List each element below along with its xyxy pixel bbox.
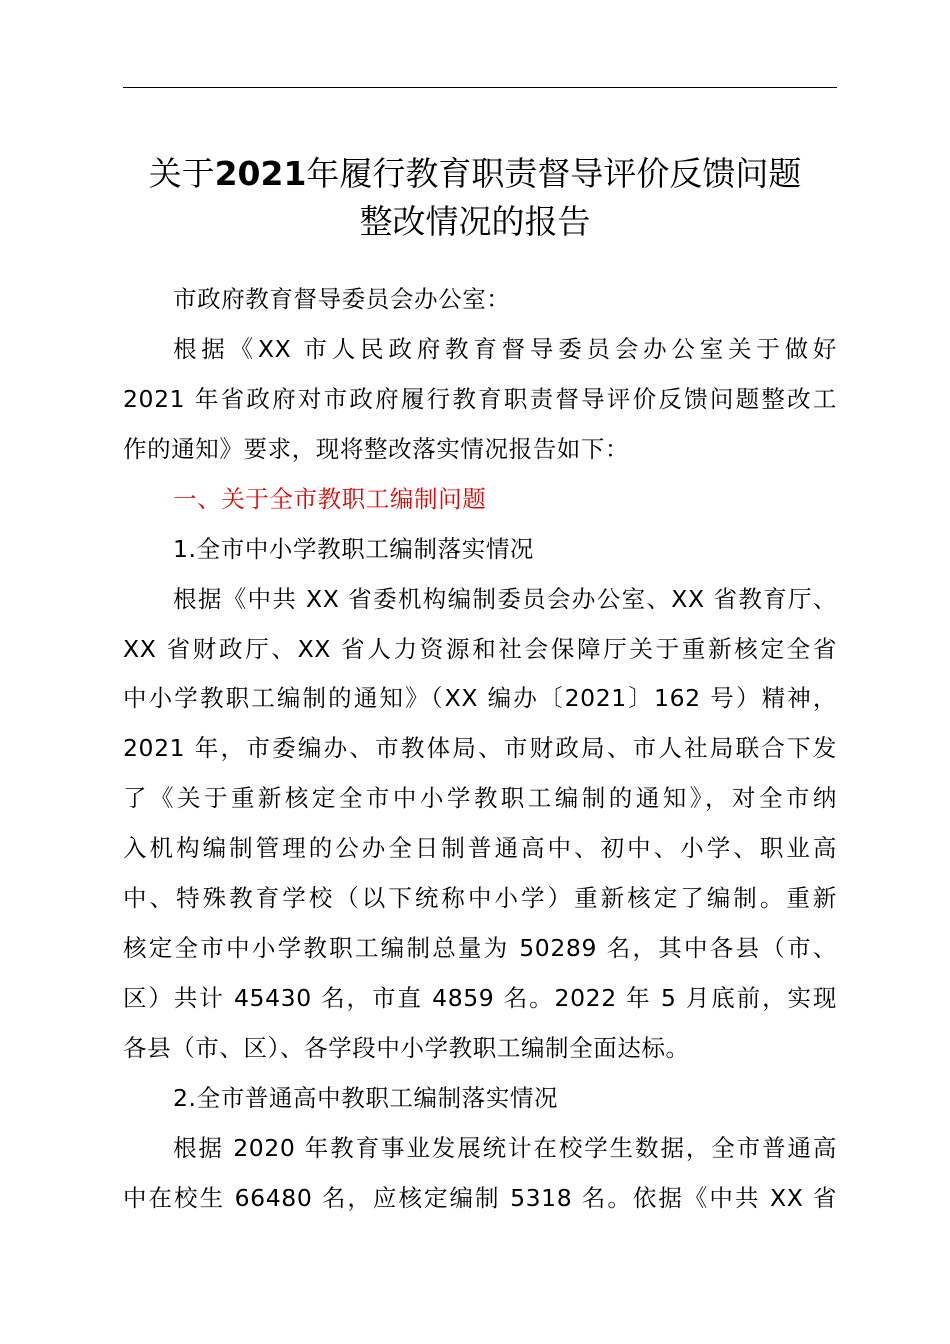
header-rule [123,87,837,88]
item-1-line-9: 区）共计 45430 名，市直 4859 名。2022 年 5 月底前，实现 [123,984,837,1012]
intro-line-3: 作的通知》要求，现将整改落实情况报告如下： [123,435,630,463]
item-1-line-7: 中、特殊教育学校（以下统称中小学）重新核定了编制。重新 [123,884,837,912]
section-1-heading: 一、关于全市教职工编制问题 [173,485,487,513]
item-1-line-3: 中小学教职工编制的通知》（XX 编办〔2021〕162 号）精神， [123,684,837,712]
item-2-heading: 2.全市普通高中教职工编制落实情况 [173,1084,559,1112]
title-year: 2021 [214,154,307,193]
intro-line-1: 根据《XX 市人民政府教育督导委员会办公室关于做好 [173,335,837,363]
item-1-line-4: 2021 年，市委编办、市教体局、市财政局、市人社局联合下发 [123,734,837,762]
document-title-line-2: 整改情况的报告 [359,202,591,241]
item-2-line-1: 根据 2020 年教育事业发展统计在校学生数据，全市普通高 [173,1134,837,1162]
item-1-line-5: 了《关于重新核定全市中小学教职工编制的通知》，对全市纳 [123,784,837,812]
item-1-line-10: 各县（市、区）、各学段中小学教职工编制全面达标。 [123,1034,690,1062]
document-title-line-1 [100,148,850,200]
title-suffix: 年履行教育职责督导评价反馈问题 [306,154,802,193]
item-1-line-2: XX 省财政厅、XX 省人力资源和社会保障厅关于重新核定全省 [123,635,837,663]
item-1-heading: 1.全市中小学教职工编制落实情况 [173,535,535,563]
addressee: 市政府教育督导委员会办公室： [173,285,511,313]
item-1-line-8: 核定全市中小学教职工编制总量为 50289 名，其中各县（市、 [123,934,837,962]
intro-line-2: 2021 年省政府对市政府履行教育职责督导评价反馈问题整改工 [123,385,837,413]
item-2-line-2: 中在校生 66480 名，应核定编制 5318 名。依据《中共 XX 省 [123,1184,837,1212]
title-prefix: 关于 [148,154,215,193]
item-1-line-6: 入机构编制管理的公办全日制普通高中、初中、小学、职业高 [123,834,837,862]
item-1-line-1: 根据《中共 XX 省委机构编制委员会办公室、XX 省教育厅、 [173,585,837,613]
